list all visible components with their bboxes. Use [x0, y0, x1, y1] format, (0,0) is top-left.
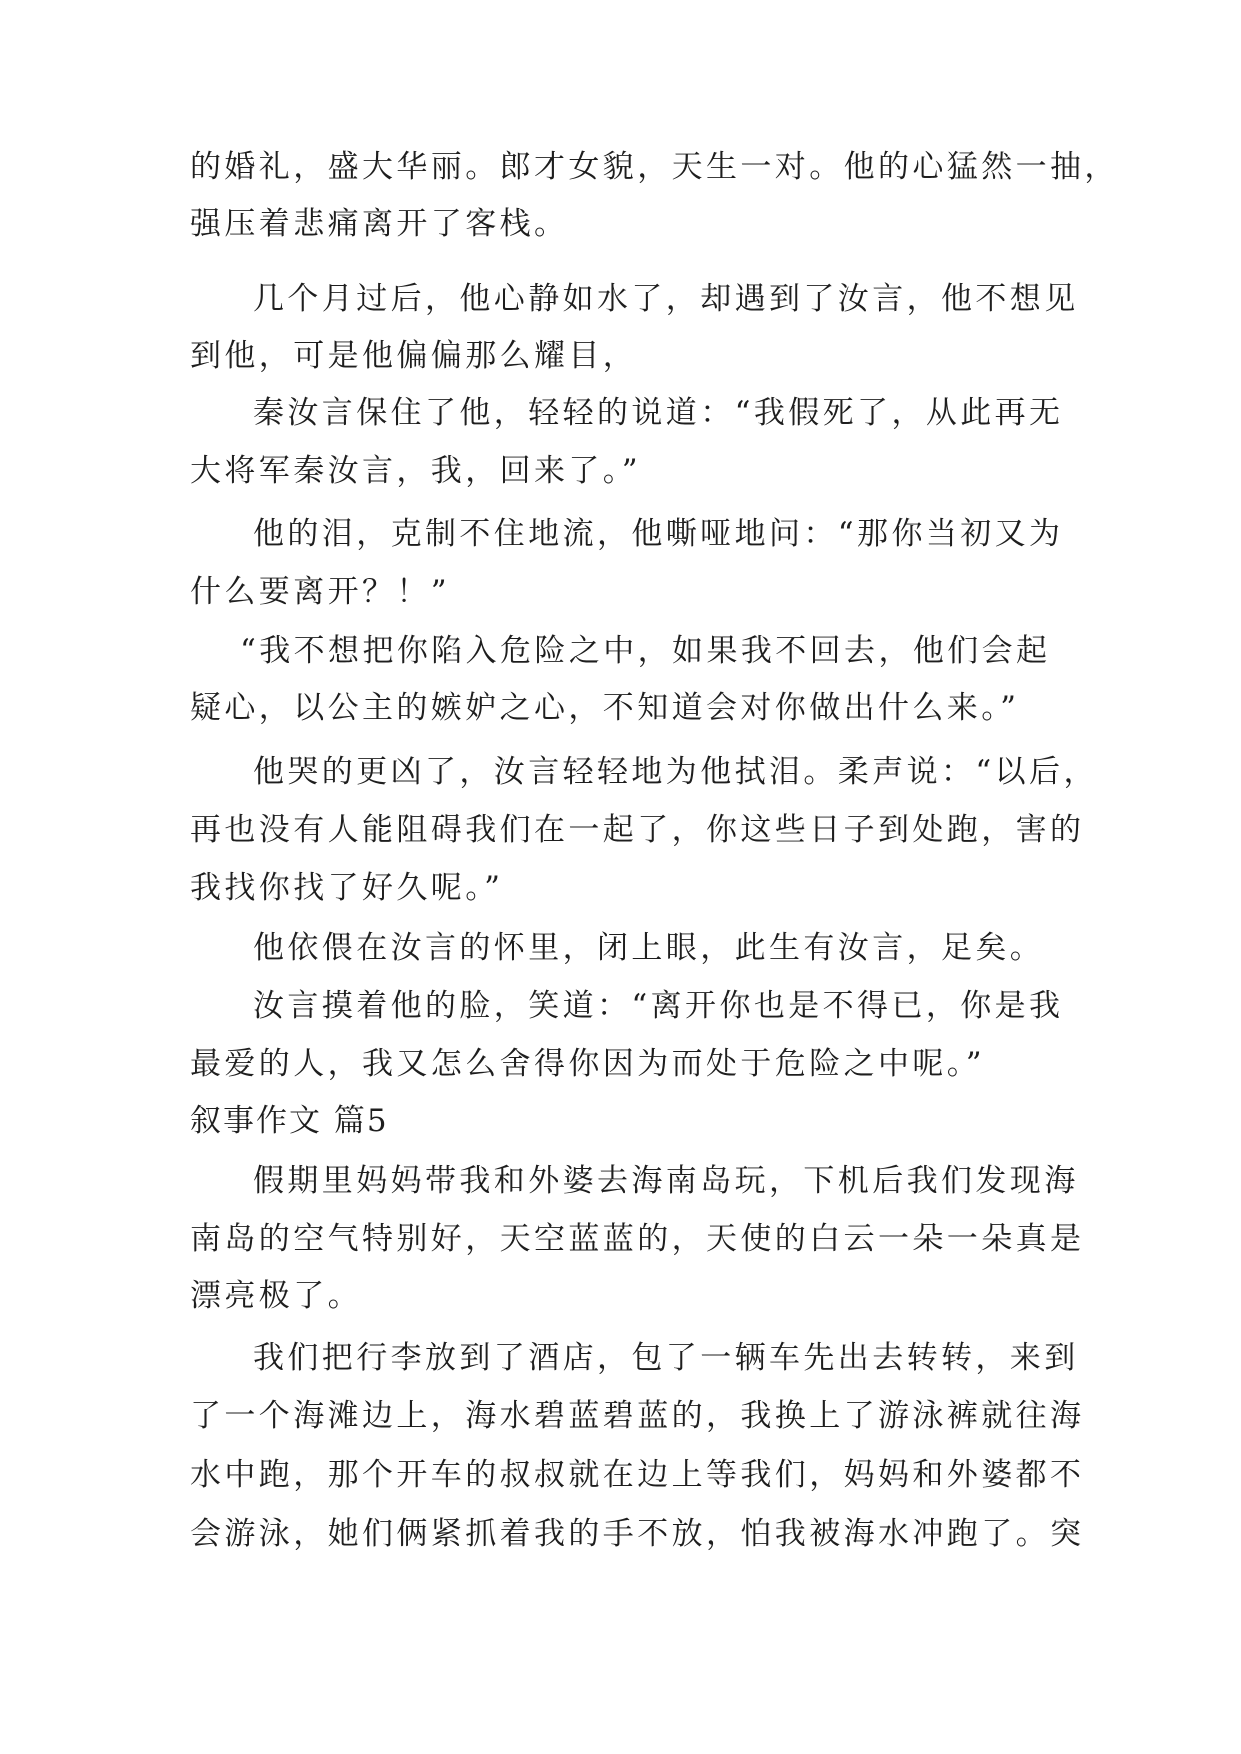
text-line: 最爱的人，我又怎么舍得你因为而处于危险之中呢。” [190, 1046, 985, 1082]
text-line: 秦汝言保住了他，轻轻的说道：“我假死了，从此再无 [253, 395, 1064, 431]
text-line: 几个月过后，他心静如水了，却遇到了汝言，他不想见 [253, 281, 1079, 317]
text-line: 再也没有人能阻碍我们在一起了，你这些日子到处跑，害的 [190, 812, 1085, 848]
text-line: 什么要离开？！” [190, 574, 451, 610]
text-line: 假期里妈妈带我和外婆去海南岛玩，下机后我们发现海 [253, 1163, 1079, 1199]
text-line: 到他，可是他偏偏那么耀目， [190, 338, 638, 374]
text-line: 强压着悲痛离开了客栈。 [190, 206, 569, 242]
text-line: 大将军秦汝言，我，回来了。” [190, 453, 641, 489]
text-line: 他的泪，克制不住地流，他嘶哑地问：“那你当初又为 [253, 516, 1064, 552]
text-line: 了一个海滩边上，海水碧蓝碧蓝的，我换上了游泳裤就往海 [190, 1398, 1085, 1434]
text-line: 水中跑，那个开车的叔叔就在边上等我们，妈妈和外婆都不 [190, 1457, 1085, 1493]
text-line: 汝言摸着他的脸，笑道：“离开你也是不得已，你是我 [253, 988, 1064, 1024]
text-line: 他依偎在汝言的怀里，闭上眼，此生有汝言，足矣。 [253, 930, 1045, 966]
text-line: 漂亮极了。 [190, 1278, 362, 1314]
text-line: 的婚礼，盛大华丽。郎才女貌，天生一对。他的心猛然一抽， [190, 149, 1119, 185]
text-line: 我找你找了好久呢。” [190, 870, 504, 906]
section-heading: 叙事作文 篇5 [190, 1103, 389, 1139]
text-line: “我不想把你陷入危险之中，如果我不回去，他们会起 [240, 633, 1051, 669]
text-line: 他哭的更凶了，汝言轻轻地为他拭泪。柔声说：“以后， [253, 754, 1098, 790]
text-line: 会游泳，她们俩紧抓着我的手不放，怕我被海水冲跑了。突 [190, 1516, 1085, 1552]
text-line: 南岛的空气特别好，天空蓝蓝的，天使的白云一朵一朵真是 [190, 1221, 1085, 1257]
text-line: 疑心，以公主的嫉妒之心，不知道会对你做出什么来。” [190, 690, 1020, 726]
text-line: 我们把行李放到了酒店，包了一辆车先出去转转，来到 [253, 1340, 1079, 1376]
